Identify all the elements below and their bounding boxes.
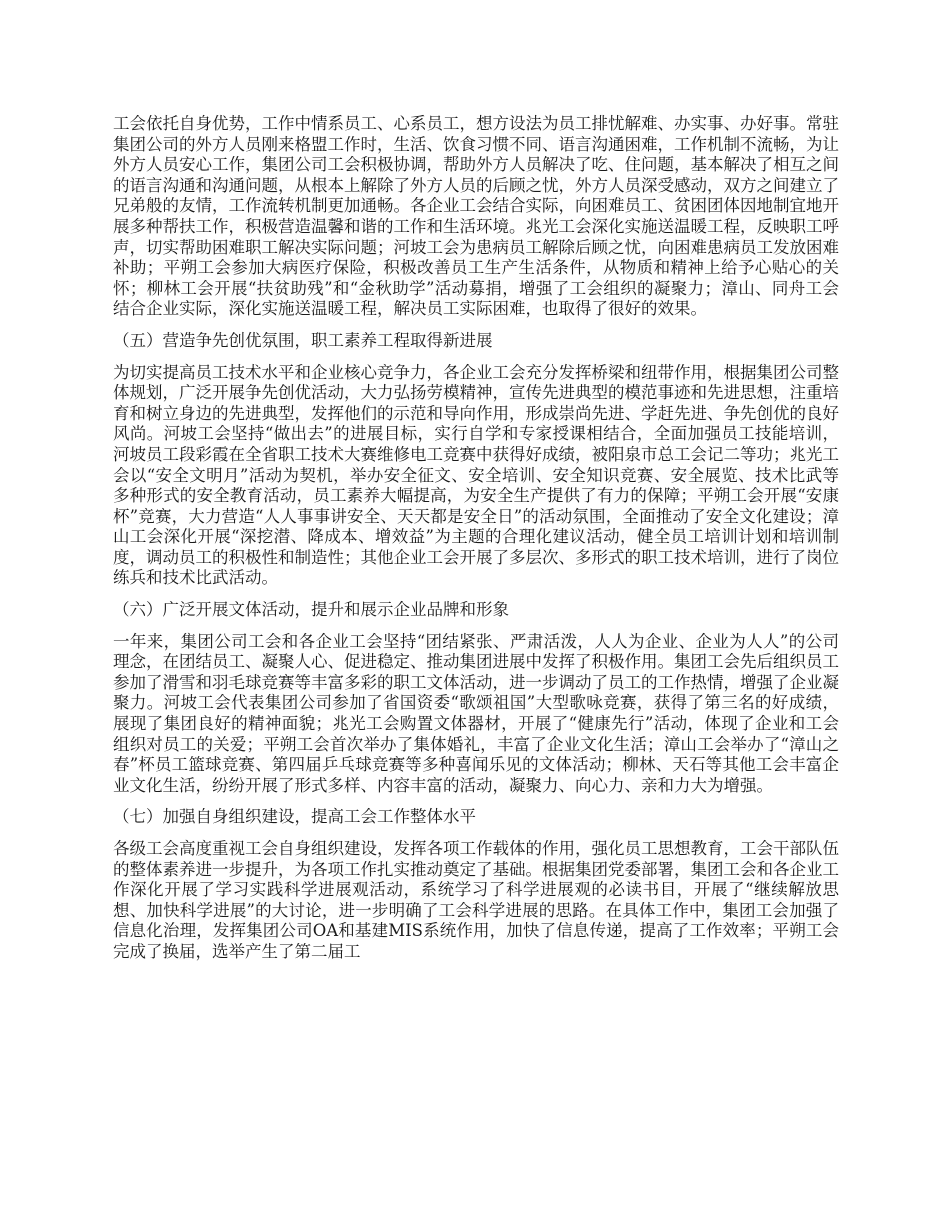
paragraph-organization-building: 各级工会高度重视工会自身组织建设，发挥各项工作载体的作用，强化员工思想教育，工会干部队伍的整体素养进一步提升，为各项工作扎实推动奠定了基础。根据集团党委部署，集团工会和各企业工作深化开展了学习实践科学进展观活动，系统学习了科学进展观的必读书目，开展了“继续解放思想、加快科学进展”的大讨论，进一步明确了工会科学进展的思路。在具体工作中，集团工会加强了信息化治理，发挥集团公司OA和基建MIS系统作用，加快了信息传递，提高了工作效率；平朔工会完成了换届，选举产生了第二届工 <box>113 839 839 961</box>
paragraph-skills-training: 为切实提高员工技术水平和企业核心竞争力，各企业工会充分发挥桥梁和纽带作用，根据集团公司整体规划，广泛开展争先创优活动，大力弘扬劳模精神，宣传先进典型的模范事迹和先进思想，注重培育和树立身边的先进典型，发挥他们的示范和导向作用，形成崇尚先进、学赶先进、争先创优的良好风尚。河坡工会坚持“做出去”的进展目标，实行自学和专家授课相结合，全面加强员工技能培训，河坡员工段彩霞在全省职工技术大赛维修电工竞赛中获得好成绩，被阳泉市总工会记二等功；兆光工会以“安全文明月”活动为契机，举办安全征文、安全培训、安全知识竞赛、安全展览、技术比武等多种形式的安全教育活动，员工素养大幅提高，为安全生产提供了有力的保障；平朔工会开展“安康杯”竞赛，大力营造“人人事事讲安全、天天都是安全日”的活动氛围，全面推动了安全文化建设；漳山工会深化开展“深挖潜、降成本、增效益”为主题的合理化建议活动，健全员工培训计划和培训制度，调动员工的积极性和制造性；其他企业工会开展了多层次、多形式的职工技术培训，进行了岗位练兵和技术比武活动。 <box>113 362 839 588</box>
section-heading-5: （五）营造争先创优氛围，职工素养工程取得新进展 <box>113 330 493 350</box>
document-page <box>113 114 839 974</box>
section-heading-7: （七）加强自身组织建设，提高工会工作整体水平 <box>113 807 476 827</box>
paragraph-worker-care: 工会依托自身优势，工作中情系员工、心系员工，想方设法为员工排忧解难、办实事、办好事。常驻集团公司的外方人员刚来格盟工作时，生活、饮食习惯不同、语言沟通困难，工作机制不流畅，为让外方人员安心工作，集团公司工会积极协调，帮助外方人员解决了吃、住问题，基本解决了相互之间的语言沟通和沟通问题，从根本上解除了外方人员的后顾之忧，外方人员深受感动，双方之间建立了兄弟般的友情，工作流转机制更加通畅。各企业工会结合实际，向困难员工、贫困团体因地制宜地开展多种帮扶工作，积极营造温馨和谐的工作和生活环境。兆光工会深化实施送温暖工程，反映职工呼声，切实帮助困难职工解决实际问题；河坡工会为患病员工解除后顾之忧，向困难患病员工发放困难补助；平朔工会参加大病医疗保险，积极改善员工生产生活条件，从物质和精神上给予心贴心的关怀；柳林工会开展“扶贫助残”和“金秋助学”活动募捐，增强了工会组织的凝聚力；漳山、同舟工会结合企业实际，深化实施送温暖工程，解决员工实际困难，也取得了很好的效果。 <box>113 114 839 319</box>
paragraph-cultural-activities: 一年来，集团公司工会和各企业工会坚持“团结紧张、严肃活泼，人人为企业、企业为人人”的公司理念，在团结员工、凝聚人心、促进稳定、推动集团进展中发挥了积极作用。集团工会先后组织员工参加了滑雪和羽毛球竞赛等丰富多彩的职工文体活动，进一步调动了员工的工作热情，增强了企业凝聚力。河坡工会代表集团公司参加了省国资委“歌颂祖国”大型歌咏竞赛，获得了第三名的好成绩，展现了集团良好的精神面貌；兆光工会购置文体器材，开展了“健康先行”活动，体现了企业和工会组织对员工的关爱；平朔工会首次举办了集体婚礼，丰富了企业文化生活；漳山工会举办了“漳山之春”杯员工篮球竞赛、第四届乒乓球竞赛等多种喜闻乐见的文体活动；柳林、天石等其他工会丰富企业文化生活，纷纷开展了形式多样、内容丰富的活动，凝聚力、向心力、亲和力大为增强。 <box>113 631 839 795</box>
section-heading-6: （六）广泛开展文体活动，提升和展示企业品牌和形象 <box>113 600 509 620</box>
